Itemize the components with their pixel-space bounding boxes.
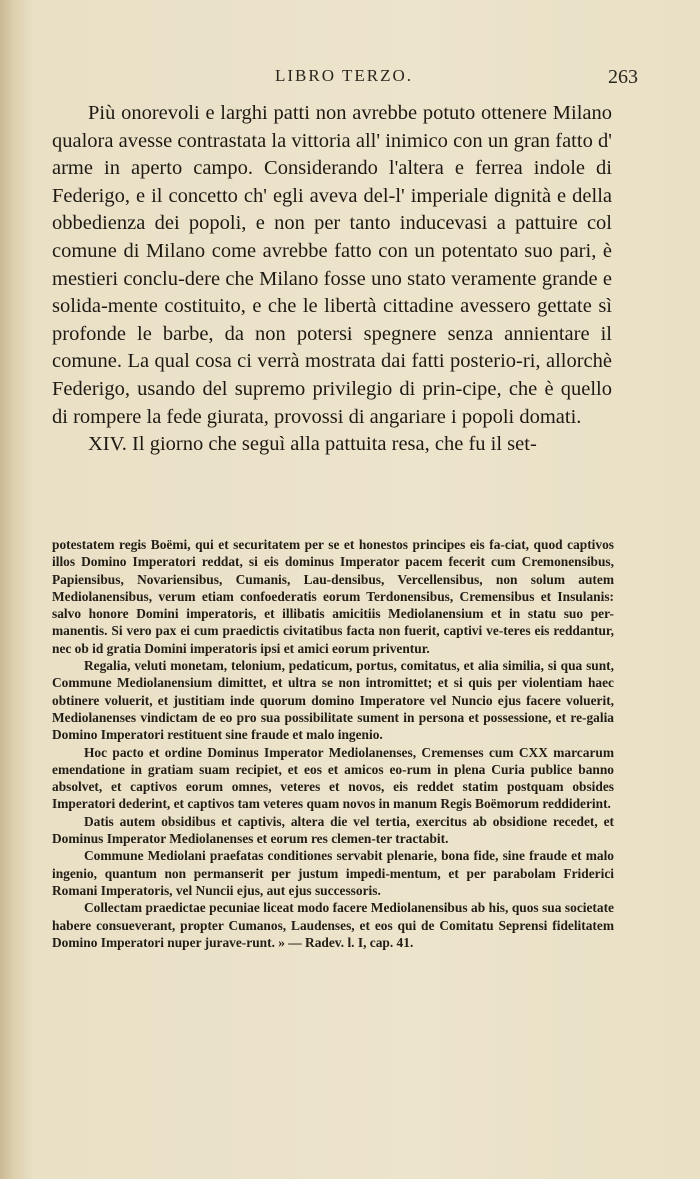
body-paragraph: XIV. Il giorno che seguì alla pattuita resa, che fu il set- (88, 433, 537, 456)
footnote-paragraph: Hoc pacto et ordine Dominus Imperator Mediolanenses, Cremenses cum CXX marcarum emendatione in gratiam suam recipiet, et eos et amicos eo-rum in plena Curia publice banno absolvet, et captivos eorum omnes, veteres et novos, eis reddet statim postquam obsides Imperatori dederint, et captivos tam veteres quam novos in manum Regis Boëmorum reddiderint. (52, 744, 614, 812)
main-text (52, 100, 612, 459)
footnote-block (52, 536, 614, 951)
body-paragraph: Più onorevoli e larghi patti non avrebbe potuto ottenere Milano qualora avesse contrastata la vittoria all' inimico con un gran fatto d' arme in aperto campo. Considerando l'altera e ferrea indole di Federigo, e il concetto ch' egli aveva del-l' imperiale dignità e della obbedienza dei popoli, e non per tanto inducevasi a pattuire col comune di Milano come avrebbe fatto con un potentato suo pari, è mestieri conclu-dere che Milano fosse uno stato veramente grande e solida-mente costituito, e che le libertà cittadine avessero gettate sì profonde le barbe, da non potersi spegnere senza annientare il comune. La qual cosa ci verrà mostrata dai fatti posterio-ri, allorchè Federigo, usando del supremo privilegio di prin-cipe, che è quello di rompere la fede giurata, provossi di angariare i popoli domati. (52, 102, 612, 428)
footnote-paragraph: Datis autem obsidibus et captivis, altera die vel tertia, exercitus ab obsidione recedet, et Dominus Imperator Mediolanenses et eorum res clemen-ter tractabit. (52, 813, 614, 847)
footnote-paragraph: Collectam praedictae pecuniae liceat modo facere Mediolanensibus ab his, quos sua societate habere consueverant, propter Cumanos, Laudenses, et eos qui de Comitatu Seprensi fidelitatem Domino Imperatori nuper jurave-runt. » — Radev. l. I, cap. 41. (52, 900, 614, 950)
footnote-paragraph: potestatem regis Boëmi, qui et securitatem per se et honestos principes eis fa-ciat, quod captivos illos Domino Imperatori reddat, si eis dominus Imperator pacem fecerit cum Cremonensibus, Papiensibus, Novariensibus, Cumanis, Lau-densibus, Vercellensibus, non solum autem Mediolanensibus, verum etiam confoederatis eorum Terdonensibus, Cremensibus et Insulanis: salvo honore Domini imperatoris, et illibatis amicitiis Mediolanensium et in statu suo per-manentis. Si vero pax ei cum praedictis civitatibus facta non fuerit, captivi ve-teres eis reddantur, nec ob id gratia Domini imperatoris ipsi et amici eorum priventur. (52, 537, 614, 656)
footnote-paragraph: Regalia, veluti monetam, telonium, pedaticum, portus, comitatus, et alia similia, si qua sunt, Commune Mediolanensium dimittet, et ultra se non intromittet; et si quis per violentiam haec obtinere voluerit, et justitiam inde quorum domino Imperatore vel Nuncio ejus facere voluerit, Mediolanenses vindictam de eo pro sua possibilitate sument in persona et possessione, et re-galia Domino Imperatori restituent sine fraude et malo ingenio. (52, 658, 614, 743)
footnote-paragraph: Commune Mediolani praefatas conditiones servabit plenarie, bona fide, sine fraude et malo ingenio, quantum non permanserit per justum impedi-mentum, et per parabolam Friderici Romani Imperatoris, vel Nuncii ejus, aut ejus successoris. (52, 848, 614, 898)
page-header (50, 66, 638, 90)
page-number: 263 (608, 66, 638, 88)
running-title: LIBRO TERZO. (275, 66, 413, 85)
